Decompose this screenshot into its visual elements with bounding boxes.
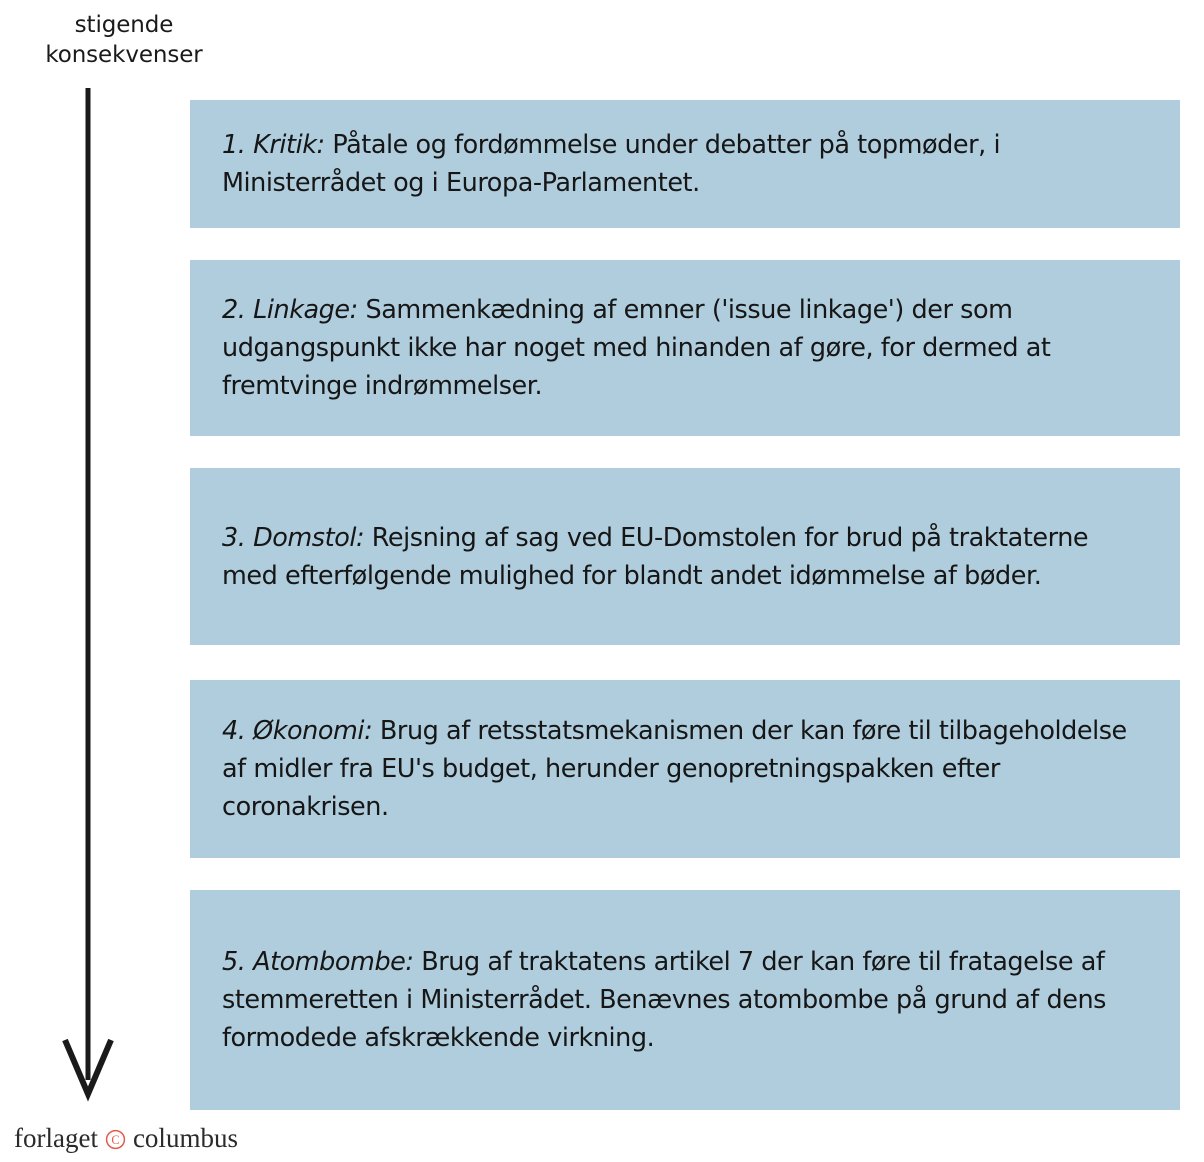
step-box-okonomi <box>190 680 1180 858</box>
step-lead: 5. Atombombe: <box>222 947 414 977</box>
step-lead: 2. Linkage: <box>222 295 358 325</box>
step-lead: 3. Domstol: <box>222 522 365 553</box>
step-body: Rejsning af sag ved EU-Domstolen for brud på traktaterne med efterfølgende mulighed for blandt andet idømmelse af bøder. <box>222 522 1089 591</box>
copyright-icon <box>105 1129 126 1150</box>
step-text <box>222 291 1148 405</box>
step-body: Påtale og fordømmelse under debatter på topmøder, i Ministerrådet og i Europa-Parlamentet. <box>222 130 1001 198</box>
step-body: Brug af retsstatsmekanismen der kan føre til tilbageholdelse af midler fra EU's budget, herunder genopretningspakken efter coronakrisen. <box>222 716 1127 822</box>
publisher-prefix: forlaget <box>14 1123 98 1153</box>
downward-arrow-icon <box>52 88 128 1116</box>
step-text <box>222 126 1148 202</box>
step-lead: 4. Økonomi: <box>222 716 373 746</box>
step-box-kritik <box>190 100 1180 228</box>
step-text <box>222 943 1148 1057</box>
svg-text:C: C <box>111 1132 120 1147</box>
step-box-atombombe <box>190 890 1180 1110</box>
publisher-logo <box>14 1122 238 1154</box>
axis-caption-line-2: konsekvenser <box>45 42 203 68</box>
axis-caption <box>0 10 248 70</box>
step-box-linkage <box>190 260 1180 436</box>
step-text <box>222 712 1148 826</box>
step-box-domstol <box>190 468 1180 645</box>
step-body: Sammenkædning af emner ('issue linkage') der som udgangspunkt ikke har noget med hinanden af gøre, for dermed at fremtvinge indrømmelser. <box>222 295 1051 401</box>
consequence-axis <box>0 0 203 1162</box>
axis-caption-line-1: stigende <box>74 12 174 38</box>
step-body: Brug af traktatens artikel 7 der kan føre til fratagelse af stemmeretten i Ministerrådet. Benævnes atombombe på grund af dens formodede afskrækkende virkning. <box>222 947 1107 1053</box>
step-text <box>222 519 1148 595</box>
publisher-name: columbus <box>132 1123 238 1153</box>
step-lead: 1. Kritik: <box>222 130 325 160</box>
